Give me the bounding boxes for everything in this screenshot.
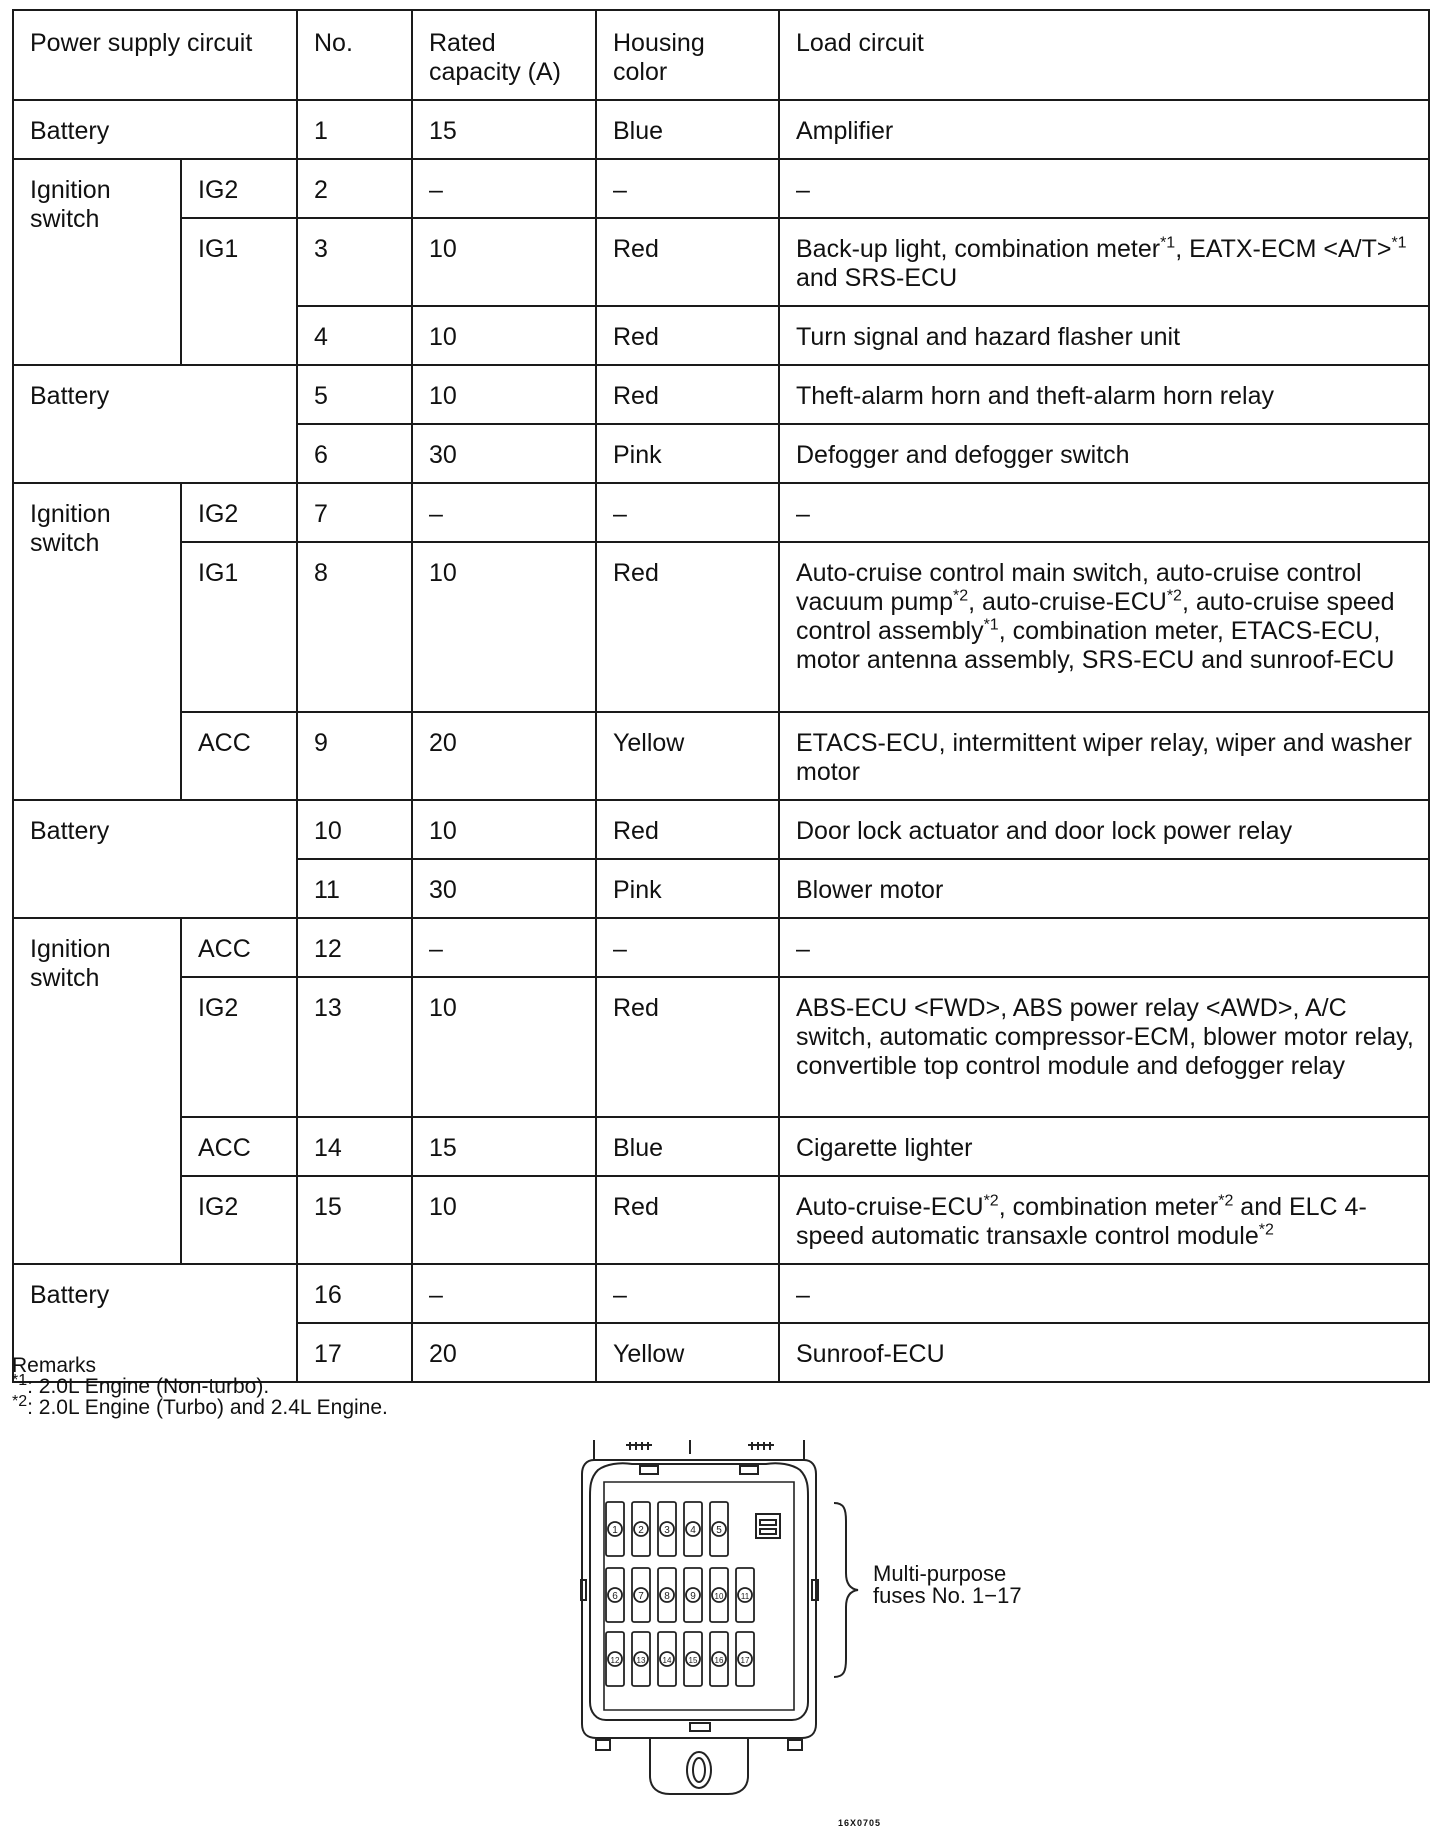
load-circuit: Sunroof-ECU [779, 1323, 1429, 1382]
power-supply-cell: Battery [13, 1264, 297, 1382]
switch-position: IG2 [181, 977, 297, 1117]
rated-capacity: – [412, 918, 596, 977]
load-circuit: ABS-ECU <FWD>, ABS power relay <AWD>, A/C switch, automatic compressor-ECM, blower motor relay, convertible top control module and defogger relay [779, 977, 1429, 1117]
table-row [13, 100, 1429, 159]
fuse-slot-label: 10 [714, 1592, 724, 1601]
figure-code: 16X0705 [838, 1818, 882, 1828]
load-circuit: Back-up light, combination meter$^{*1}$, EATX-ECM <A/T>$^{*1}$ and SRS-ECU [779, 218, 1429, 306]
fuse-callout [873, 1563, 1022, 1607]
fuse-table [12, 9, 1430, 1383]
rated-capacity: 10 [412, 306, 596, 365]
fuse-slot-label: 12 [610, 1656, 620, 1665]
housing-color: Blue [596, 1117, 779, 1176]
housing-color: – [596, 483, 779, 542]
table-row [13, 542, 1429, 712]
housing-color: Pink [596, 859, 779, 918]
rated-capacity: 20 [412, 712, 596, 800]
fuse-number: 13 [297, 977, 412, 1117]
switch-position: IG2 [181, 1176, 297, 1264]
rated-capacity: 30 [412, 859, 596, 918]
housing-color: – [596, 159, 779, 218]
fuse-number: 9 [297, 712, 412, 800]
header-load-circuit: Load circuit [779, 10, 1429, 100]
brace-icon [832, 1501, 862, 1679]
fuse-slot-label: 11 [740, 1592, 750, 1601]
switch-position: IG1 [181, 218, 297, 365]
load-circuit: Door lock actuator and door lock power relay [779, 800, 1429, 859]
table-row [13, 1117, 1429, 1176]
fuse-slot-label: 3 [664, 1525, 670, 1536]
fuse-number: 4 [297, 306, 412, 365]
fuse-slot-label: 9 [690, 1591, 696, 1602]
header-power-supply: Power supply circuit [13, 10, 297, 100]
housing-color: Red [596, 365, 779, 424]
housing-color: Red [596, 306, 779, 365]
housing-color: Red [596, 977, 779, 1117]
fuse-slot-label: 6 [612, 1591, 618, 1602]
fuse-number: 17 [297, 1323, 412, 1382]
housing-color: Red [596, 1176, 779, 1264]
header-housing-color: Housing color [596, 10, 779, 100]
load-circuit: Amplifier [779, 100, 1429, 159]
table-row [13, 712, 1429, 800]
fuse-number: 10 [297, 800, 412, 859]
remarks [12, 1355, 388, 1418]
fuse-slot-label: 14 [662, 1656, 672, 1665]
fuse-slot-label: 2 [638, 1525, 644, 1536]
switch-position: ACC [181, 918, 297, 977]
fuse-slot-label: 7 [638, 1591, 644, 1602]
rated-capacity: 15 [412, 100, 596, 159]
switch-position: IG1 [181, 542, 297, 712]
rated-capacity: – [412, 1264, 596, 1323]
table-row [13, 365, 1429, 424]
callout-line-2: fuses No. 1−17 [873, 1583, 1022, 1608]
power-supply-cell: Battery [13, 800, 297, 918]
housing-color: Yellow [596, 712, 779, 800]
fuse-slot-label: 4 [690, 1525, 696, 1536]
power-supply-cell: Ignition switch [13, 159, 181, 365]
remarks-title: Remarks [12, 1354, 97, 1377]
fuse-number: 8 [297, 542, 412, 712]
load-circuit: Turn signal and hazard flasher unit [779, 306, 1429, 365]
header-row [13, 10, 1429, 100]
header-no: No. [297, 10, 412, 100]
load-circuit: ETACS-ECU, intermittent wiper relay, wiper and washer motor [779, 712, 1429, 800]
table-row [13, 800, 1429, 859]
rated-capacity: – [412, 483, 596, 542]
table-row [13, 977, 1429, 1117]
power-supply-cell: Battery [13, 100, 297, 159]
rated-capacity: 15 [412, 1117, 596, 1176]
switch-position: IG2 [181, 483, 297, 542]
rated-capacity: 30 [412, 424, 596, 483]
load-circuit: Blower motor [779, 859, 1429, 918]
load-circuit: – [779, 1264, 1429, 1323]
fuse-number: 11 [297, 859, 412, 918]
callout-line-1: Multi-purpose [873, 1561, 1007, 1586]
table-row [13, 483, 1429, 542]
load-circuit: – [779, 159, 1429, 218]
remark-1: $^{*1}$: 2.0L Engine (Non-turbo). [12, 1372, 270, 1398]
rated-capacity: 10 [412, 365, 596, 424]
housing-color: – [596, 918, 779, 977]
housing-color: Red [596, 800, 779, 859]
switch-position: ACC [181, 1117, 297, 1176]
power-supply-cell: Battery [13, 365, 297, 483]
fuse-number: 15 [297, 1176, 412, 1264]
fuse-slot-label: 5 [716, 1525, 722, 1536]
rated-capacity: 10 [412, 542, 596, 712]
power-supply-cell: Ignition switch [13, 483, 181, 800]
load-circuit: Cigarette lighter [779, 1117, 1429, 1176]
load-circuit: Auto-cruise-ECU$^{*2}$, combination meter$^{*2}$ and ELC 4-speed automatic transaxle control module$^{*2}$ [779, 1176, 1429, 1264]
rated-capacity: 10 [412, 800, 596, 859]
rated-capacity: 10 [412, 218, 596, 306]
rated-capacity: – [412, 159, 596, 218]
load-circuit: – [779, 918, 1429, 977]
fuse-slot-label: 15 [688, 1656, 698, 1665]
table-row [13, 1264, 1429, 1323]
housing-color: Yellow [596, 1323, 779, 1382]
table-row [13, 1176, 1429, 1264]
power-supply-cell: Ignition switch [13, 918, 181, 1264]
fuse-box-diagram [580, 1440, 860, 1800]
fuse-number: 5 [297, 365, 412, 424]
switch-position: IG2 [181, 159, 297, 218]
housing-color: Pink [596, 424, 779, 483]
fuse-number: 2 [297, 159, 412, 218]
housing-color: – [596, 1264, 779, 1323]
load-circuit: Defogger and defogger switch [779, 424, 1429, 483]
fuse-slot-label: 8 [664, 1591, 670, 1602]
fuse-number: 3 [297, 218, 412, 306]
fuse-slot-label: 16 [714, 1656, 724, 1665]
fuse-number: 6 [297, 424, 412, 483]
table-row [13, 918, 1429, 977]
rated-capacity: 20 [412, 1323, 596, 1382]
rated-capacity: 10 [412, 977, 596, 1117]
fuse-slot-label: 1 [612, 1525, 618, 1536]
load-circuit: Theft-alarm horn and theft-alarm horn relay [779, 365, 1429, 424]
housing-color: Red [596, 218, 779, 306]
table-row [13, 218, 1429, 306]
fuse-slot-label: 17 [740, 1656, 750, 1665]
table-row [13, 159, 1429, 218]
load-circuit: – [779, 483, 1429, 542]
housing-color: Blue [596, 100, 779, 159]
load-circuit: Auto-cruise control main switch, auto-cruise control vacuum pump$^{*2}$, auto-cruise-ECU$^{*2}$, auto-cruise speed control assembly$^{*1}$, combination meter, ETACS-ECU, motor antenna assembly, SRS-ECU and sunroof-ECU [779, 542, 1429, 712]
fuse-number: 7 [297, 483, 412, 542]
housing-color: Red [596, 542, 779, 712]
fuse-number: 16 [297, 1264, 412, 1323]
remark-2: $^{*2}$: 2.0L Engine (Turbo) and 2.4L Engine. [12, 1393, 388, 1419]
fuse-slot-label: 13 [636, 1656, 646, 1665]
header-rated-capacity: Rated capacity (A) [412, 10, 596, 100]
fuse-number: 12 [297, 918, 412, 977]
rated-capacity: 10 [412, 1176, 596, 1264]
fuse-number: 1 [297, 100, 412, 159]
fuse-number: 14 [297, 1117, 412, 1176]
switch-position: ACC [181, 712, 297, 800]
